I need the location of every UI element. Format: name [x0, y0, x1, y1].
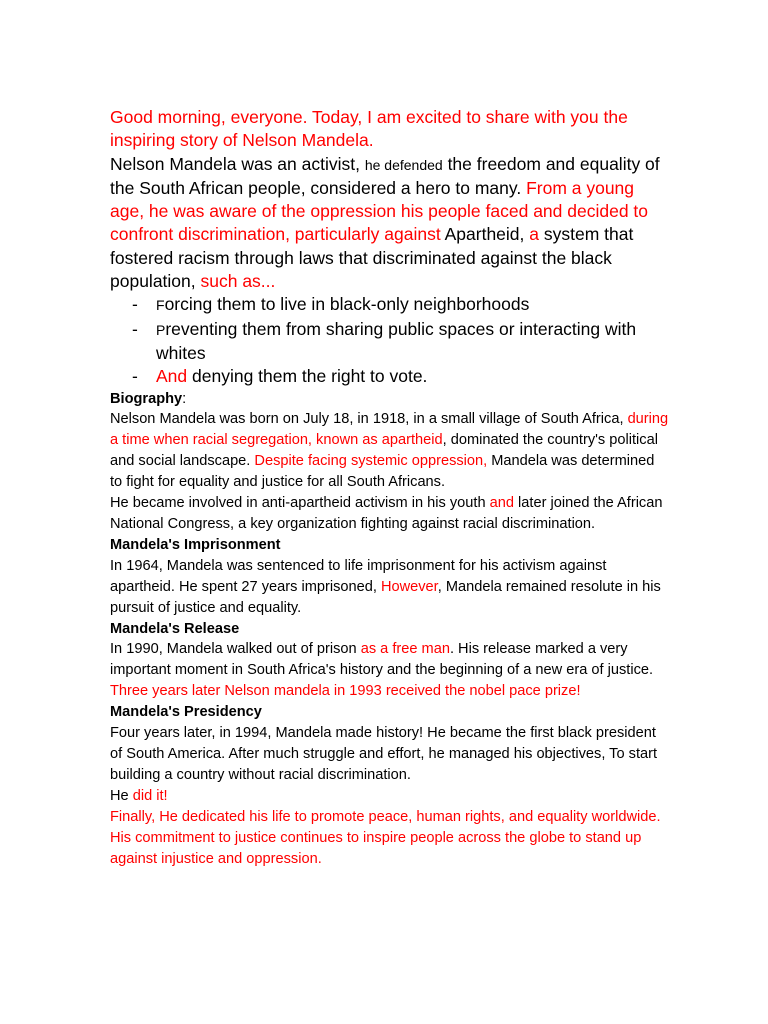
nobel-prize-line: Three years later Nelson mandela in 1993 received the nobel pace prize!	[110, 683, 581, 700]
document-body	[110, 106, 670, 869]
bullet-dash: -	[132, 294, 138, 315]
bullet-item	[110, 293, 670, 317]
imprisonment-text: In 1964, Mandela was sentenced to life imprisonment for his activism against apartheid. He spent 27 years imprisoned,	[110, 557, 607, 595]
biography-text: Mandela was determined to fight for equality and justice for all South Africans.	[110, 453, 655, 491]
bullet-list	[110, 293, 670, 388]
biography-text: He became involved in anti-apartheid activism in his youth	[110, 495, 490, 512]
imprisonment-paragraph	[110, 556, 670, 619]
release-text: In 1990, Mandela walked out of prison	[110, 641, 361, 658]
bullet-dash: -	[132, 318, 138, 339]
biography-section	[110, 389, 670, 870]
closing-paragraph: Finally, He dedicated his life to promote peace, human rights, and equality worldwide. His commitment to justice continues to inspire people across the globe to stand up against injustice and oppression.	[110, 808, 661, 867]
intro-text-small: he defended	[364, 156, 443, 173]
intro-text: system that fostered racism through laws that discriminated against the black population,	[110, 224, 634, 292]
release-text: . His release marked a very important moment in South Africa's history and the beginning of a new era of justice.	[110, 641, 654, 679]
intro-text: the freedom and equality of the South African people, considered a hero to many.	[110, 153, 660, 198]
imprisonment-text: , Mandela remained resolute in his pursuit of justice and equality.	[110, 578, 661, 616]
bullet-text: orcing them to live in black-only neighborhoods	[164, 294, 530, 315]
bullet-item	[110, 318, 670, 366]
presidency-heading: Mandela's Presidency	[110, 704, 262, 721]
bullet-dash: -	[132, 366, 138, 387]
intro-text: Nelson Mandela was an activist,	[110, 153, 365, 174]
heading-colon: :	[182, 390, 187, 407]
biography-text-red: and	[489, 495, 514, 512]
intro-paragraph	[110, 153, 670, 294]
presidency-text: He	[110, 787, 133, 804]
presidency-paragraph: Four years later, in 1994, Mandela made history! He became the first black president of South America. After much struggle and effort, he managed his objectives, To start building a country without racial discrimination.	[110, 725, 658, 783]
imprisonment-text-red: However	[380, 578, 438, 595]
greeting-paragraph: Good morning, everyone. Today, I am excited to share with you the inspiring story of Nelson Mandela.	[110, 107, 628, 151]
biography-heading: Biography	[110, 390, 183, 407]
imprisonment-heading: Mandela's Imprisonment	[110, 536, 281, 553]
biography-paragraph	[110, 409, 670, 493]
biography-text: later joined the African National Congress, a key organization fighting against racial discrimination.	[110, 495, 663, 532]
intro-text-red: a	[529, 224, 539, 245]
biography-text-red: Despite facing systemic oppression,	[254, 453, 488, 470]
presidency-line	[110, 786, 670, 807]
presidency-text-red: did it!	[132, 787, 168, 804]
bullet-text: denying them the right to vote.	[187, 366, 428, 387]
biography-paragraph	[110, 493, 670, 535]
biography-text: , dominated the country's political and social landscape.	[110, 432, 658, 470]
biography-text: Nelson Mandela was born on July 18, in 1918, in a small village of South Africa,	[110, 411, 628, 428]
bullet-text: reventing them from sharing public spaces or interacting with whites	[156, 318, 637, 363]
intro-section	[110, 106, 670, 293]
release-paragraph	[110, 639, 670, 681]
release-text-red: as a free man	[360, 641, 450, 658]
intro-text-red: such as...	[200, 271, 276, 292]
bullet-initial: P	[156, 321, 166, 338]
bullet-item	[110, 365, 670, 388]
section-heading	[110, 389, 670, 410]
bullet-initial: And	[156, 366, 188, 387]
release-heading: Mandela's Release	[110, 620, 240, 637]
bullet-initial: F	[156, 297, 165, 314]
intro-text-red: From a young age, he was aware of the oppression his people faced and decided to confront discrimination, particularly against	[110, 177, 649, 245]
intro-text: Apartheid,	[440, 224, 530, 245]
biography-text-red: during a time when racial segregation, known as apartheid	[110, 411, 669, 449]
